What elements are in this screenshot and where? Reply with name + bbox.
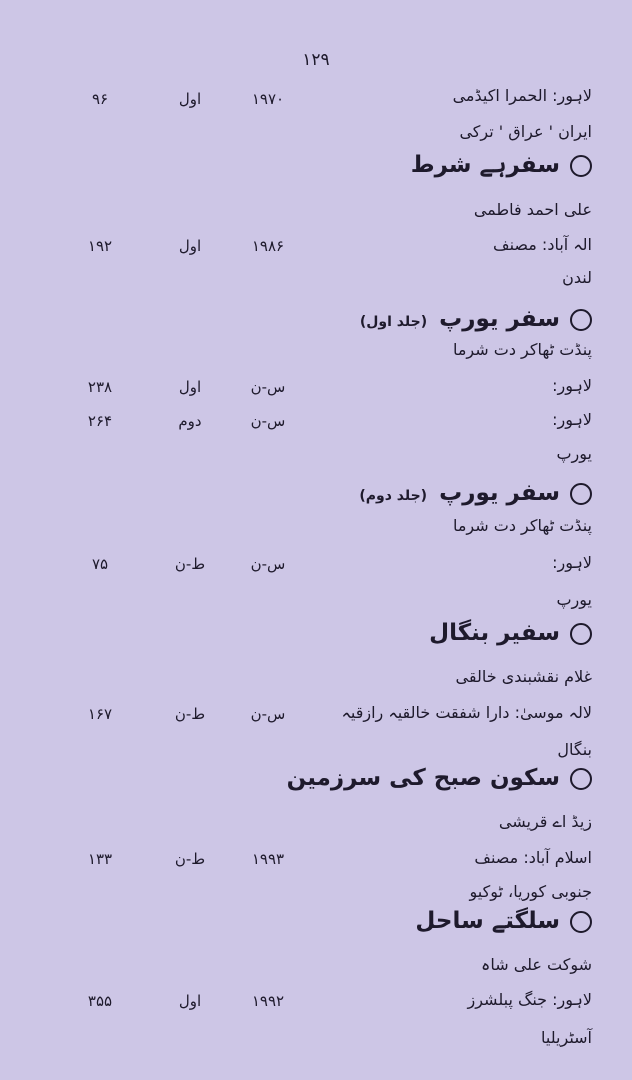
edition: دوم	[178, 412, 202, 430]
entry-title: سفیر بنگال	[429, 620, 592, 646]
year: ۱۹۹۳	[251, 850, 285, 868]
author-line: شوکت علی شاہ	[480, 955, 592, 974]
year: ۱۹۸۶	[251, 237, 285, 255]
publisher-line: لالہ موسیٰ: دارا شفقت خالقیہ رازقیہ	[341, 703, 592, 722]
entry-title: سفرہے شرط	[411, 152, 592, 178]
author-line: پنڈت ٹھاکر دت شرما	[452, 340, 592, 359]
edition: ط-ن	[174, 850, 206, 868]
entry-title: سفر یورپ(جلد دوم)	[359, 480, 592, 506]
year: س-ن	[250, 378, 286, 396]
region-line: بنگال	[557, 740, 592, 759]
bullet-circle-icon	[570, 911, 592, 933]
year: ۱۹۷۰	[251, 90, 285, 108]
pages: ۱۳۳	[87, 850, 113, 868]
region-line: یورپ	[556, 590, 592, 609]
publisher-line: لاہور:	[552, 410, 592, 429]
publisher-line: الہ آباد: مصنف	[493, 235, 592, 254]
pages: ۱۶۷	[87, 705, 113, 723]
region-line: ایران ' عراق ' ترکی	[459, 122, 592, 141]
region-line: یورپ	[556, 444, 592, 463]
bullet-circle-icon	[570, 155, 592, 177]
edition: اول	[178, 237, 202, 255]
edition: اول	[178, 90, 202, 108]
author-line: علی احمد فاطمی	[473, 200, 592, 219]
pages: ۷۵	[91, 555, 109, 573]
year: س-ن	[250, 555, 286, 573]
region-line: آسٹریلیا	[541, 1028, 592, 1047]
pages: ۳۵۵	[87, 992, 113, 1010]
page-number: ۱۲۹	[302, 50, 330, 70]
region-line: لندن	[562, 268, 592, 287]
edition: ط-ن	[174, 705, 206, 723]
pages: ۹۶	[91, 90, 109, 108]
publisher-line: لاہور: جنگ پبلشرز	[467, 990, 592, 1009]
pages: ۲۶۴	[87, 412, 113, 430]
publisher-line: اسلام آباد: مصنف	[474, 848, 592, 867]
bullet-circle-icon	[570, 768, 592, 790]
edition: اول	[178, 378, 202, 396]
entry-title: سکون صبح کی سرزمین	[287, 765, 592, 791]
year: س-ن	[250, 412, 286, 430]
author-line: پنڈت ٹھاکر دت شرما	[452, 516, 592, 535]
edition: ط-ن	[174, 555, 206, 573]
bullet-circle-icon	[570, 483, 592, 505]
author-line: زیڈ اے قریشی	[498, 812, 592, 831]
year: س-ن	[250, 705, 286, 723]
bullet-circle-icon	[570, 309, 592, 331]
region-line: جنوبی کوریا، ٹوکیو	[469, 882, 592, 901]
pages: ۱۹۲	[87, 237, 113, 255]
entry-title: سلگتے ساحل	[415, 908, 592, 934]
publisher-line: لاہور:	[552, 553, 592, 572]
entry-title: سفر یورپ(جلد اول)	[360, 306, 592, 332]
author-line: غلام نقشبندی خالقی	[455, 667, 592, 686]
publisher-line: لاہور: الحمرا اکیڈمی	[452, 86, 592, 105]
pages: ۲۳۸	[87, 378, 113, 396]
bullet-circle-icon	[570, 623, 592, 645]
year: ۱۹۹۲	[251, 992, 285, 1010]
publisher-line: لاہور:	[552, 376, 592, 395]
edition: اول	[178, 992, 202, 1010]
